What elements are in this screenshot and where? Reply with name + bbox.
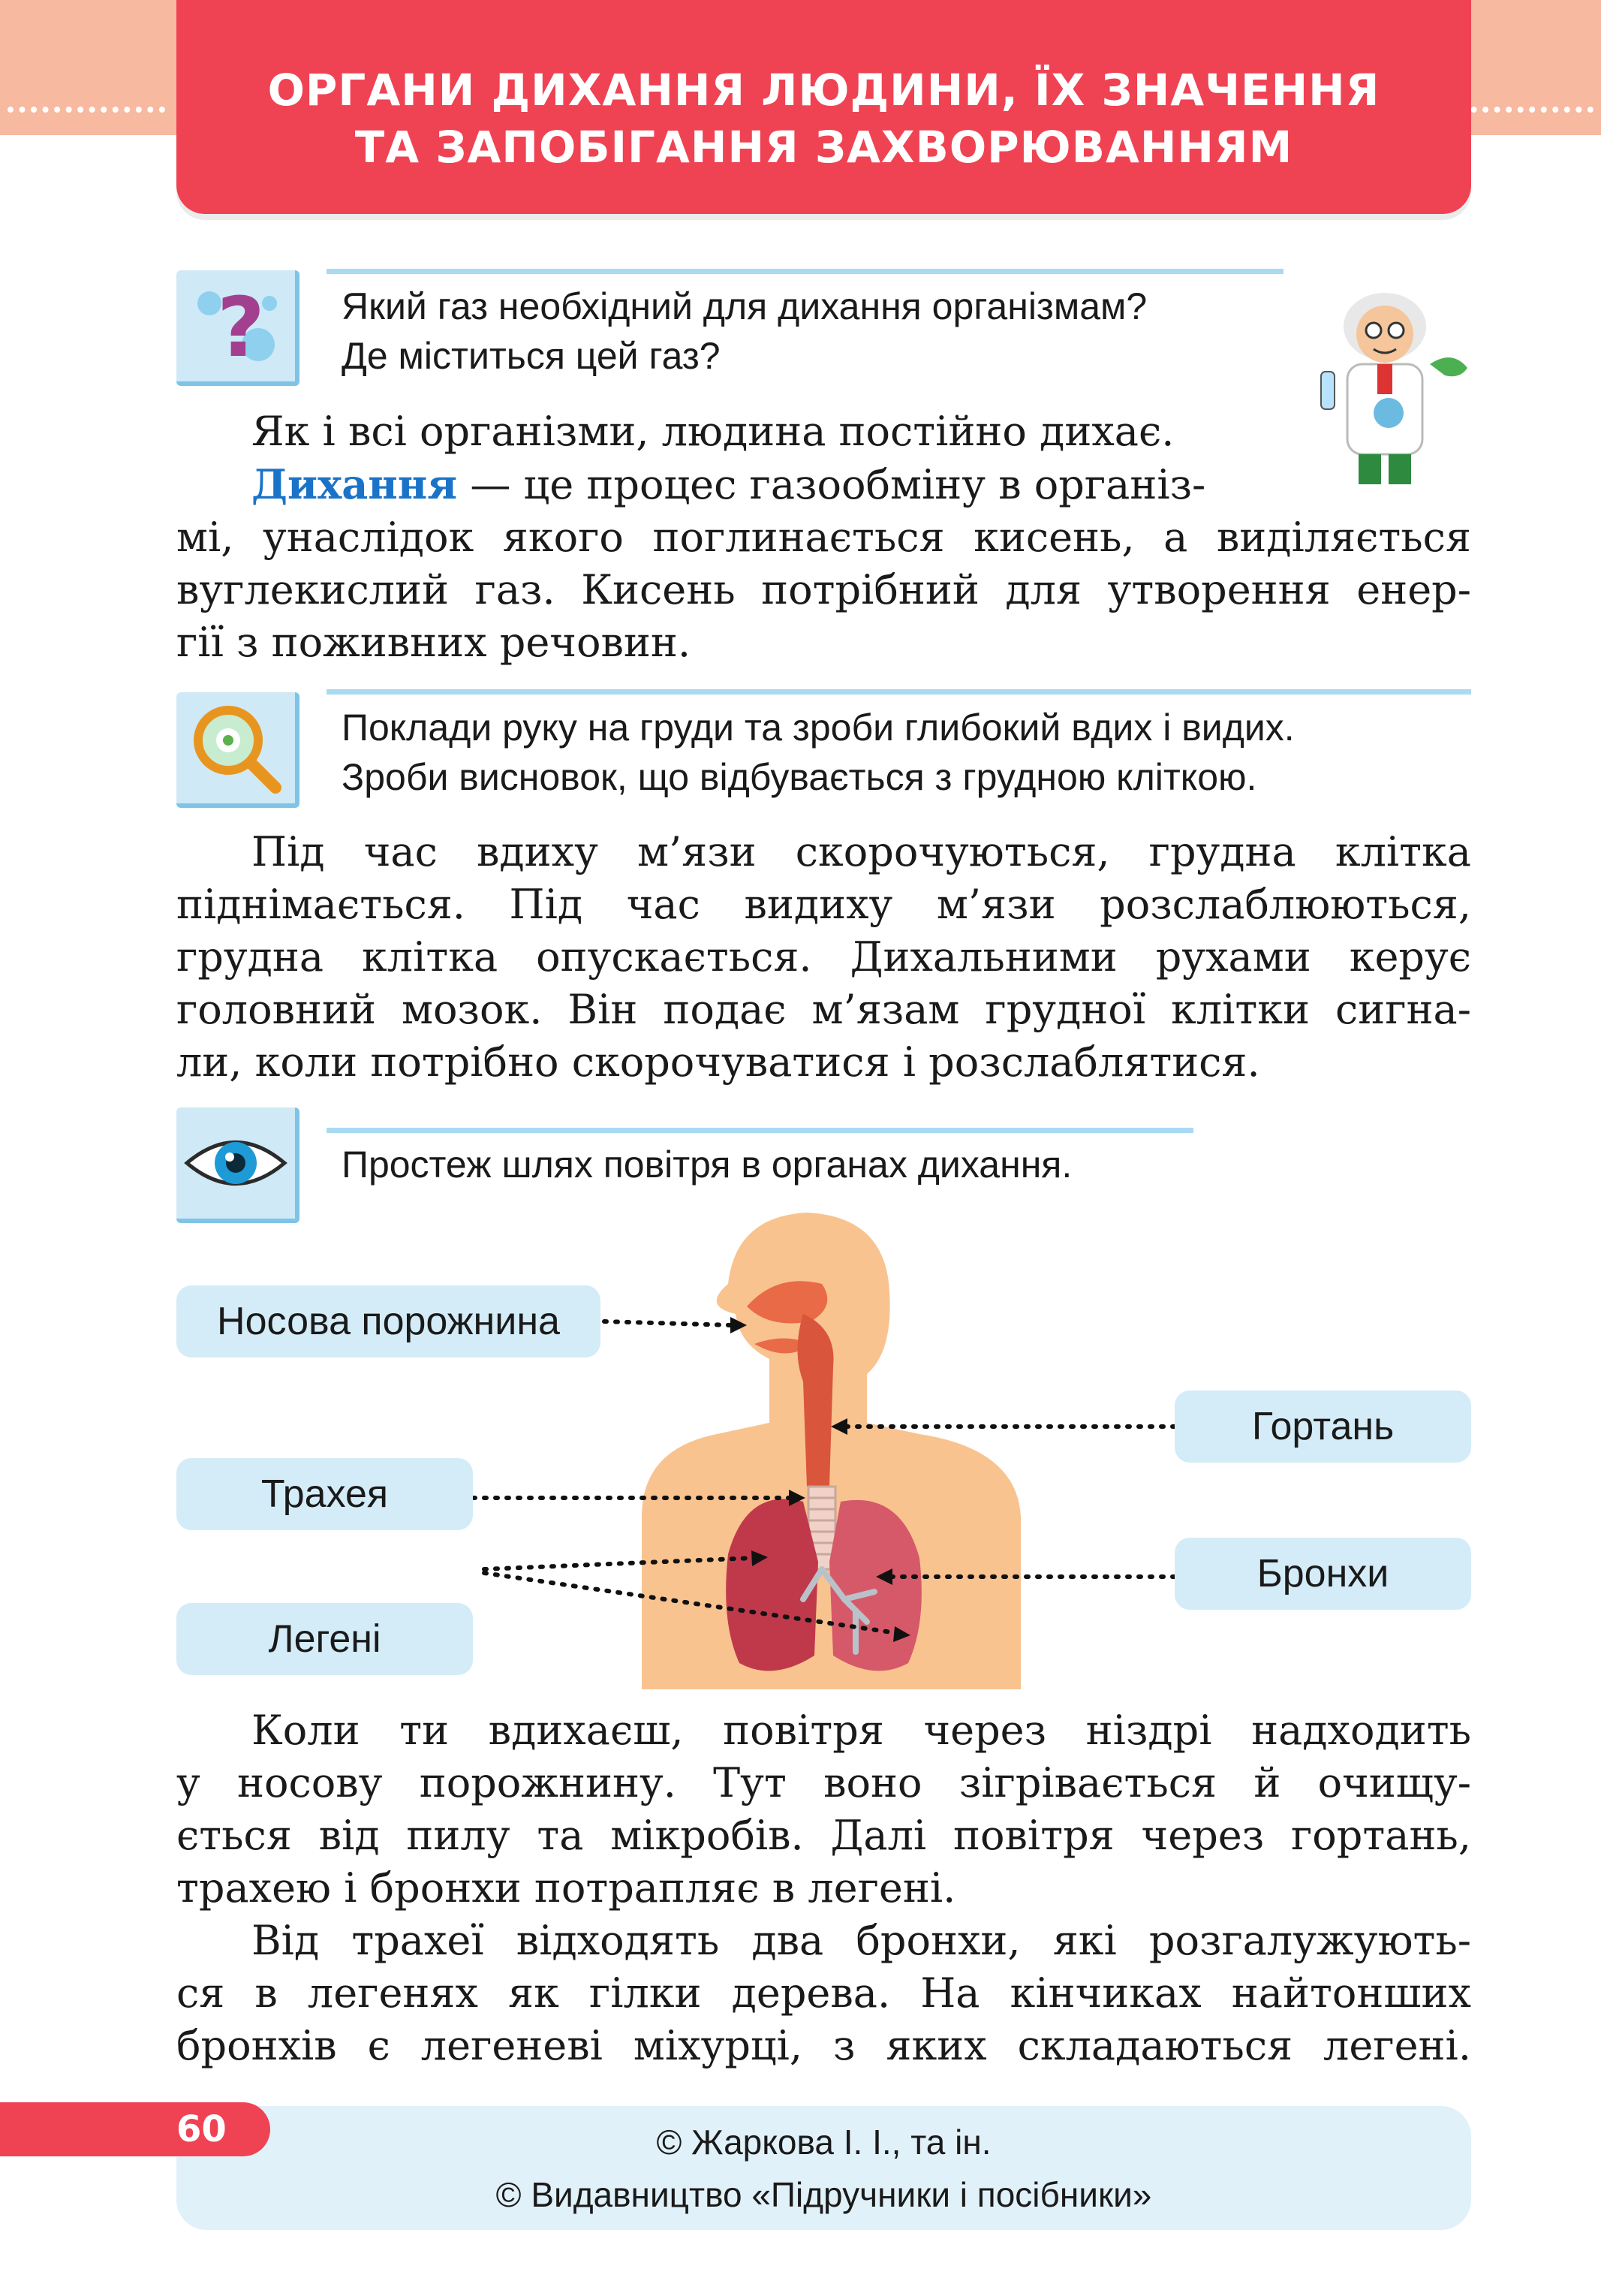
- page-title-line-2: ТА ЗАПОБІГАННЯ ЗАХВОРЮВАННЯМ: [354, 121, 1293, 173]
- decor-dots-left: [8, 107, 165, 120]
- label-larynx: Гортань: [1175, 1391, 1471, 1463]
- label-bronchi: Бронхи: [1175, 1538, 1471, 1610]
- paragraph-3: [176, 1704, 1471, 1915]
- paragraph-4-line-2: ся в легенях як гілки дерева. На кінчиках найтонших: [176, 1969, 1471, 2017]
- paragraph-2-line-5: ли, коли потрібно скорочуватися і розслаблятися.: [176, 1038, 1260, 1086]
- task-2-text: [342, 703, 1467, 802]
- leader-nasal: [604, 1321, 732, 1325]
- paragraph-2-line-2: піднімається. Під час видиху м’язи розслаблюються,: [176, 881, 1471, 928]
- paragraph-3-line-2: у носову порожнину. Тут воно зігрівається й очищу-: [176, 1759, 1471, 1806]
- paragraph-1-line-4: вуглекислий газ. Кисень потрібний для утворення енер-: [176, 566, 1471, 613]
- task-1-line-2: Де міститься цей газ?: [342, 335, 721, 377]
- title-banner: [176, 0, 1471, 214]
- copyright-line-1: © Жаркова І. І., та ін.: [656, 2122, 992, 2162]
- paragraph-4: [176, 1915, 1471, 2072]
- copyright-line-2: © Видавництво «Підручники і посібники»: [495, 2174, 1152, 2214]
- label-nasal-cavity: Носова порожнина: [176, 1285, 600, 1357]
- task-divider-2: [327, 689, 1471, 695]
- magnifier-icon: [187, 699, 284, 797]
- paragraph-2: [176, 826, 1471, 1089]
- paragraph-1: [176, 405, 1471, 669]
- paragraph-3-line-1: Коли ти вдихаєш, повітря через ніздрі надходить: [251, 1707, 1471, 1754]
- svg-text:?: ?: [217, 281, 265, 371]
- paragraph-4-line-3: бронхів є легеневі міхурці, з яких складаються легені.: [176, 2022, 1471, 2069]
- footer-copyright: [176, 2106, 1471, 2230]
- label-trachea: Трахея: [176, 1458, 473, 1530]
- paragraph-2-line-1: Під час вдиху м’язи скорочуються, грудна клітка: [251, 828, 1471, 875]
- task-1-text: [342, 282, 1317, 381]
- paragraph-3-line-3: ється від пилу та мікробів. Далі повітря через гортань,: [176, 1812, 1471, 1859]
- paragraph-1-line-3: мі, унаслідок якого поглинається кисень, а виділяється: [176, 514, 1471, 561]
- paragraph-2-line-4: головний мозок. Він подає м’язам грудної клітки сигна-: [176, 986, 1471, 1033]
- paragraph-2-line-3: грудна клітка опускається. Дихальними рухами керує: [176, 933, 1471, 981]
- term-breathing: Дихання: [251, 460, 458, 508]
- task-divider-3: [327, 1128, 1193, 1133]
- body-silhouette: [642, 1213, 1021, 1689]
- task-3-line-1: Простеж шлях повітря в органах дихання.: [342, 1143, 1073, 1186]
- respiratory-diagram: [176, 1201, 1471, 1689]
- task-2-line-1: Поклади руку на груди та зроби глибокий вдих і видих.: [342, 707, 1295, 749]
- paragraph-3-line-4: трахею і бронхи потрапляє в легені.: [176, 1864, 956, 1912]
- paragraph-1-line-2: [176, 458, 1321, 511]
- task-1-line-1: Який газ необхідний для дихання організмам?: [342, 285, 1148, 327]
- task-2-line-2: Зроби висновок, що відбувається з грудною кліткою.: [342, 756, 1257, 798]
- paragraph-1-line-1: Як і всі організми, людина постійно дихає.: [251, 408, 1175, 455]
- page-title-line-1: ОРГАНИ ДИХАННЯ ЛЮДИНИ, ЇХ ЗНАЧЕННЯ: [267, 64, 1380, 116]
- paragraph-1-line-5: гії з поживних речовин.: [176, 619, 691, 666]
- task-divider-1: [327, 269, 1284, 274]
- eye-icon: [183, 1125, 288, 1201]
- label-lungs: Легені: [176, 1603, 473, 1675]
- magnifier-task-icon: [176, 692, 299, 808]
- question-icon: [187, 281, 284, 371]
- page-number: 60: [0, 2102, 270, 2156]
- paragraph-1-line-2-rest: — це процес газообміну в організ-: [457, 461, 1206, 508]
- task-3-text: [342, 1140, 1242, 1189]
- question-task-icon: [176, 270, 299, 386]
- paragraph-4-line-1: Від трахеї відходять два бронхи, які розгалужують-: [251, 1917, 1471, 1964]
